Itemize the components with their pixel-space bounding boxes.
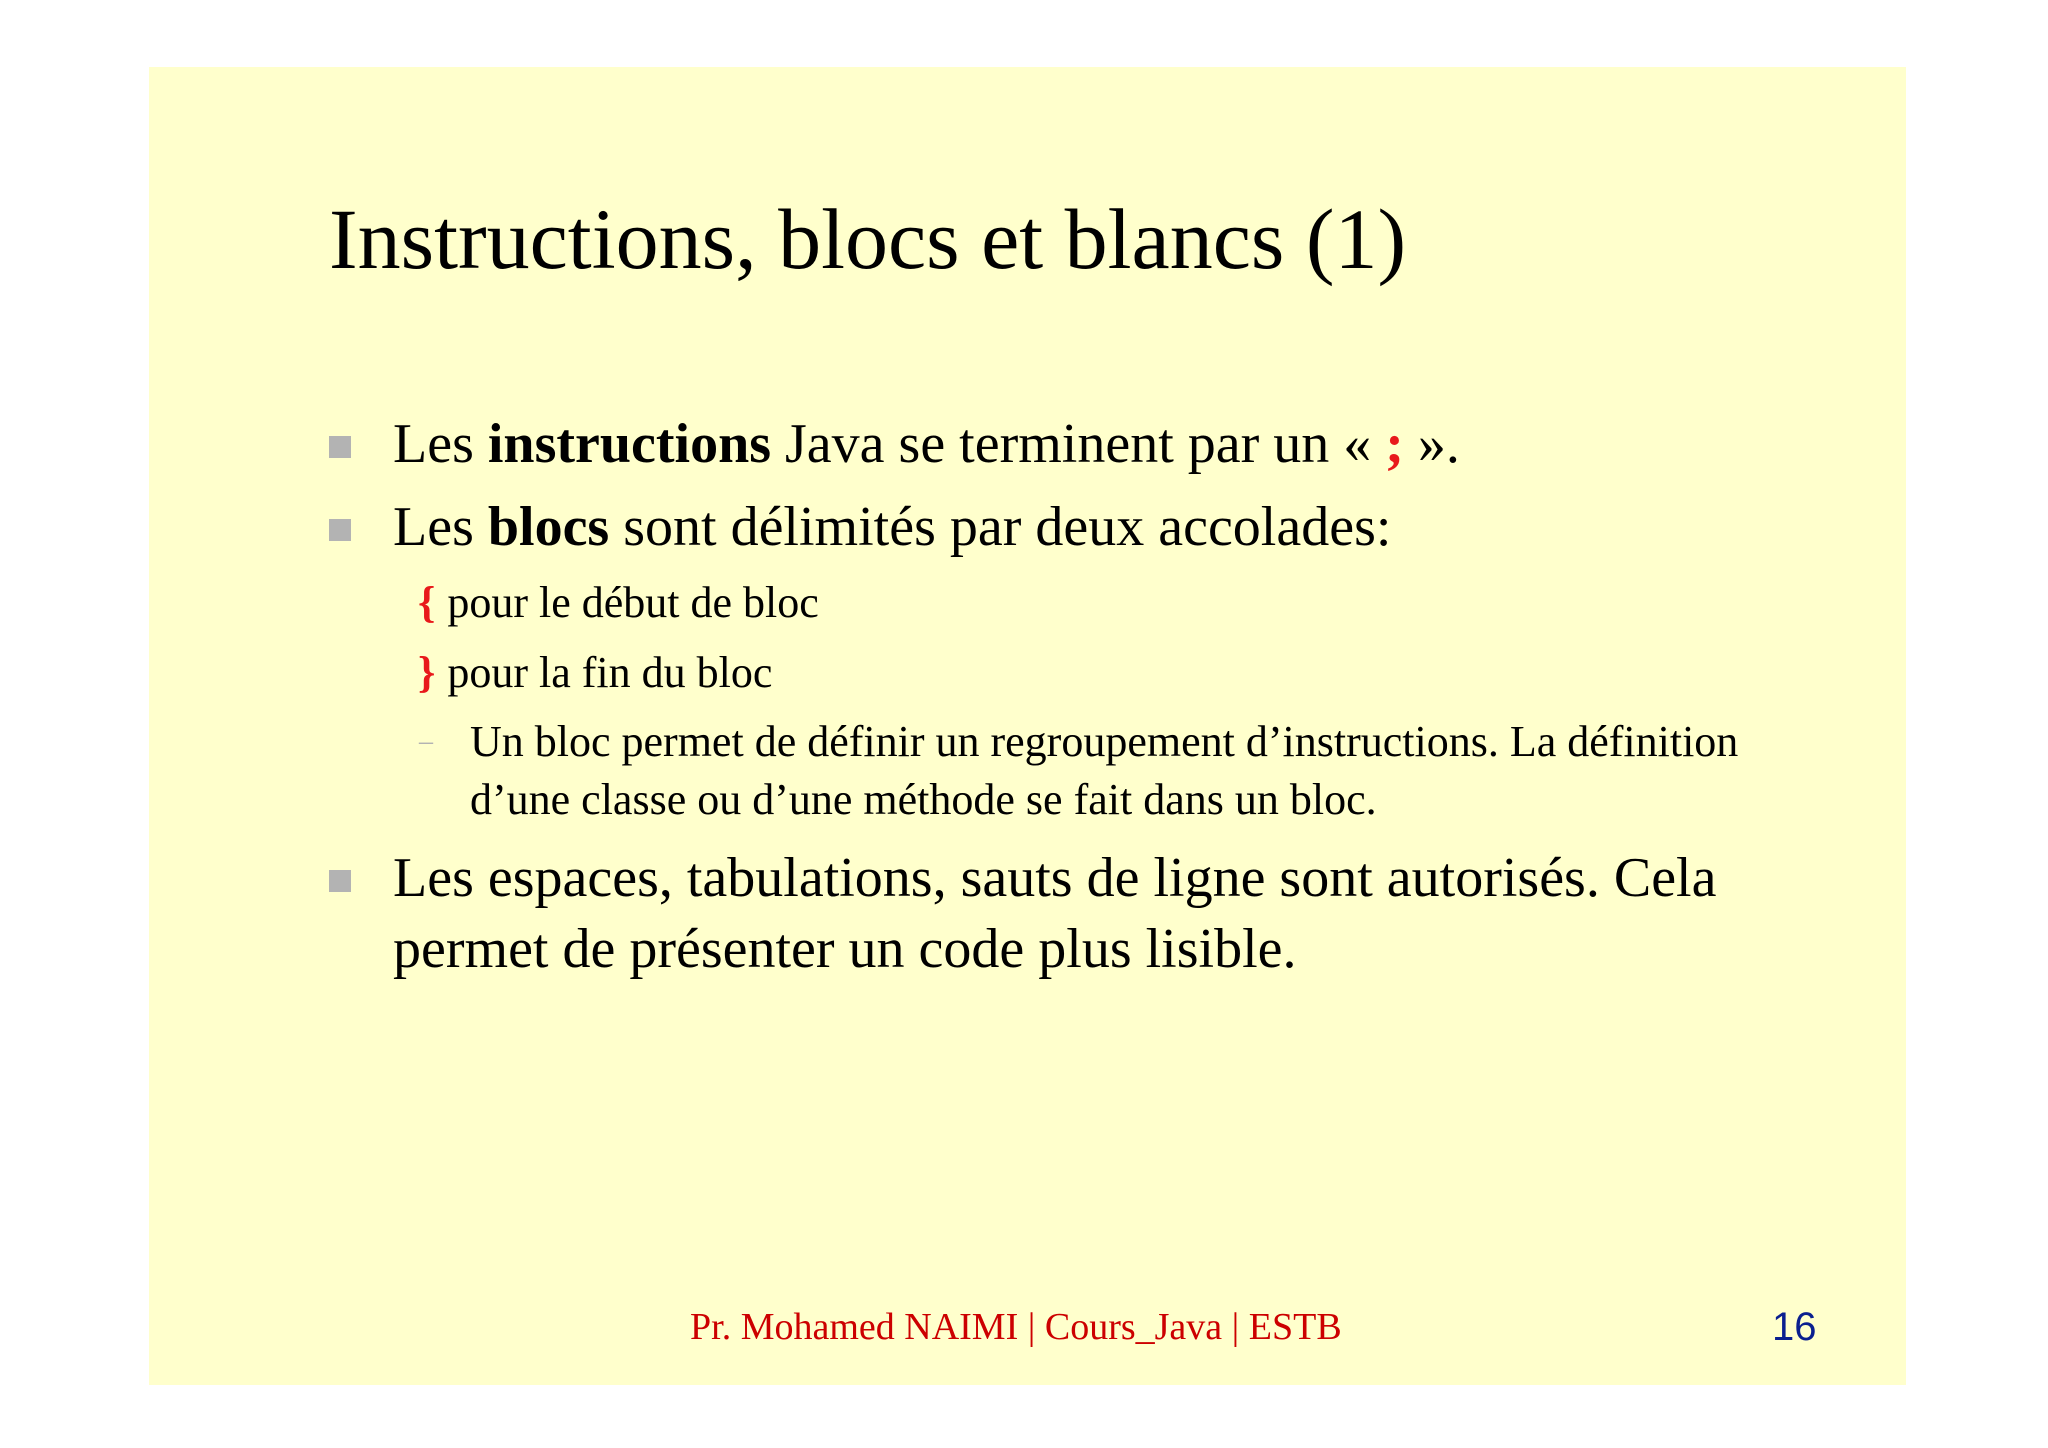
dash-bullet-icon: – [419,726,433,757]
bullet-blocs-keyword: blocs [487,496,610,558]
square-bullet-icon [329,436,351,458]
bullet-instructions-middle: Java se terminent par un « [771,413,1386,475]
bullet-instructions-prefix: Les [393,413,488,475]
bullet-espaces [327,843,1797,985]
slide [149,67,1906,1385]
bloc-detail-text: Un bloc permet de définir un regroupement d’instructions. La définition d’une classe ou d’une méthode se fait dans un bloc. [470,717,1739,824]
slide-footer: Pr. Mohamed NAIMI | Cours_Java | ESTB [690,1306,1342,1348]
page-number: 16 [1772,1305,1817,1349]
bullet-instructions-suffix: ». [1403,413,1460,475]
bullet-instructions-keyword: instructions [487,413,772,475]
open-brace-text: pour le début de bloc [447,578,819,627]
close-brace-symbol: } [418,648,436,697]
bullet-instructions [327,409,1797,480]
square-bullet-icon [329,870,351,892]
square-bullet-icon [329,519,351,541]
bloc-detail-item [327,713,1797,829]
bullet-blocs [327,492,1797,563]
open-brace-symbol: { [418,578,436,627]
close-brace-line [327,645,1797,701]
semicolon-symbol: ; [1385,413,1404,475]
bullet-espaces-text: Les espaces, tabulations, sauts de ligne sont autorisés. Cela permet de présenter un code plus lisible. [393,847,1717,980]
slide-body [327,409,1797,997]
close-brace-text: pour la fin du bloc [447,648,773,697]
slide-title: Instructions, blocs et blancs (1) [329,191,1407,287]
bullet-blocs-suffix: sont délimités par deux accolades: [609,496,1392,558]
bullet-blocs-prefix: Les [393,496,488,558]
open-brace-line [327,575,1797,631]
